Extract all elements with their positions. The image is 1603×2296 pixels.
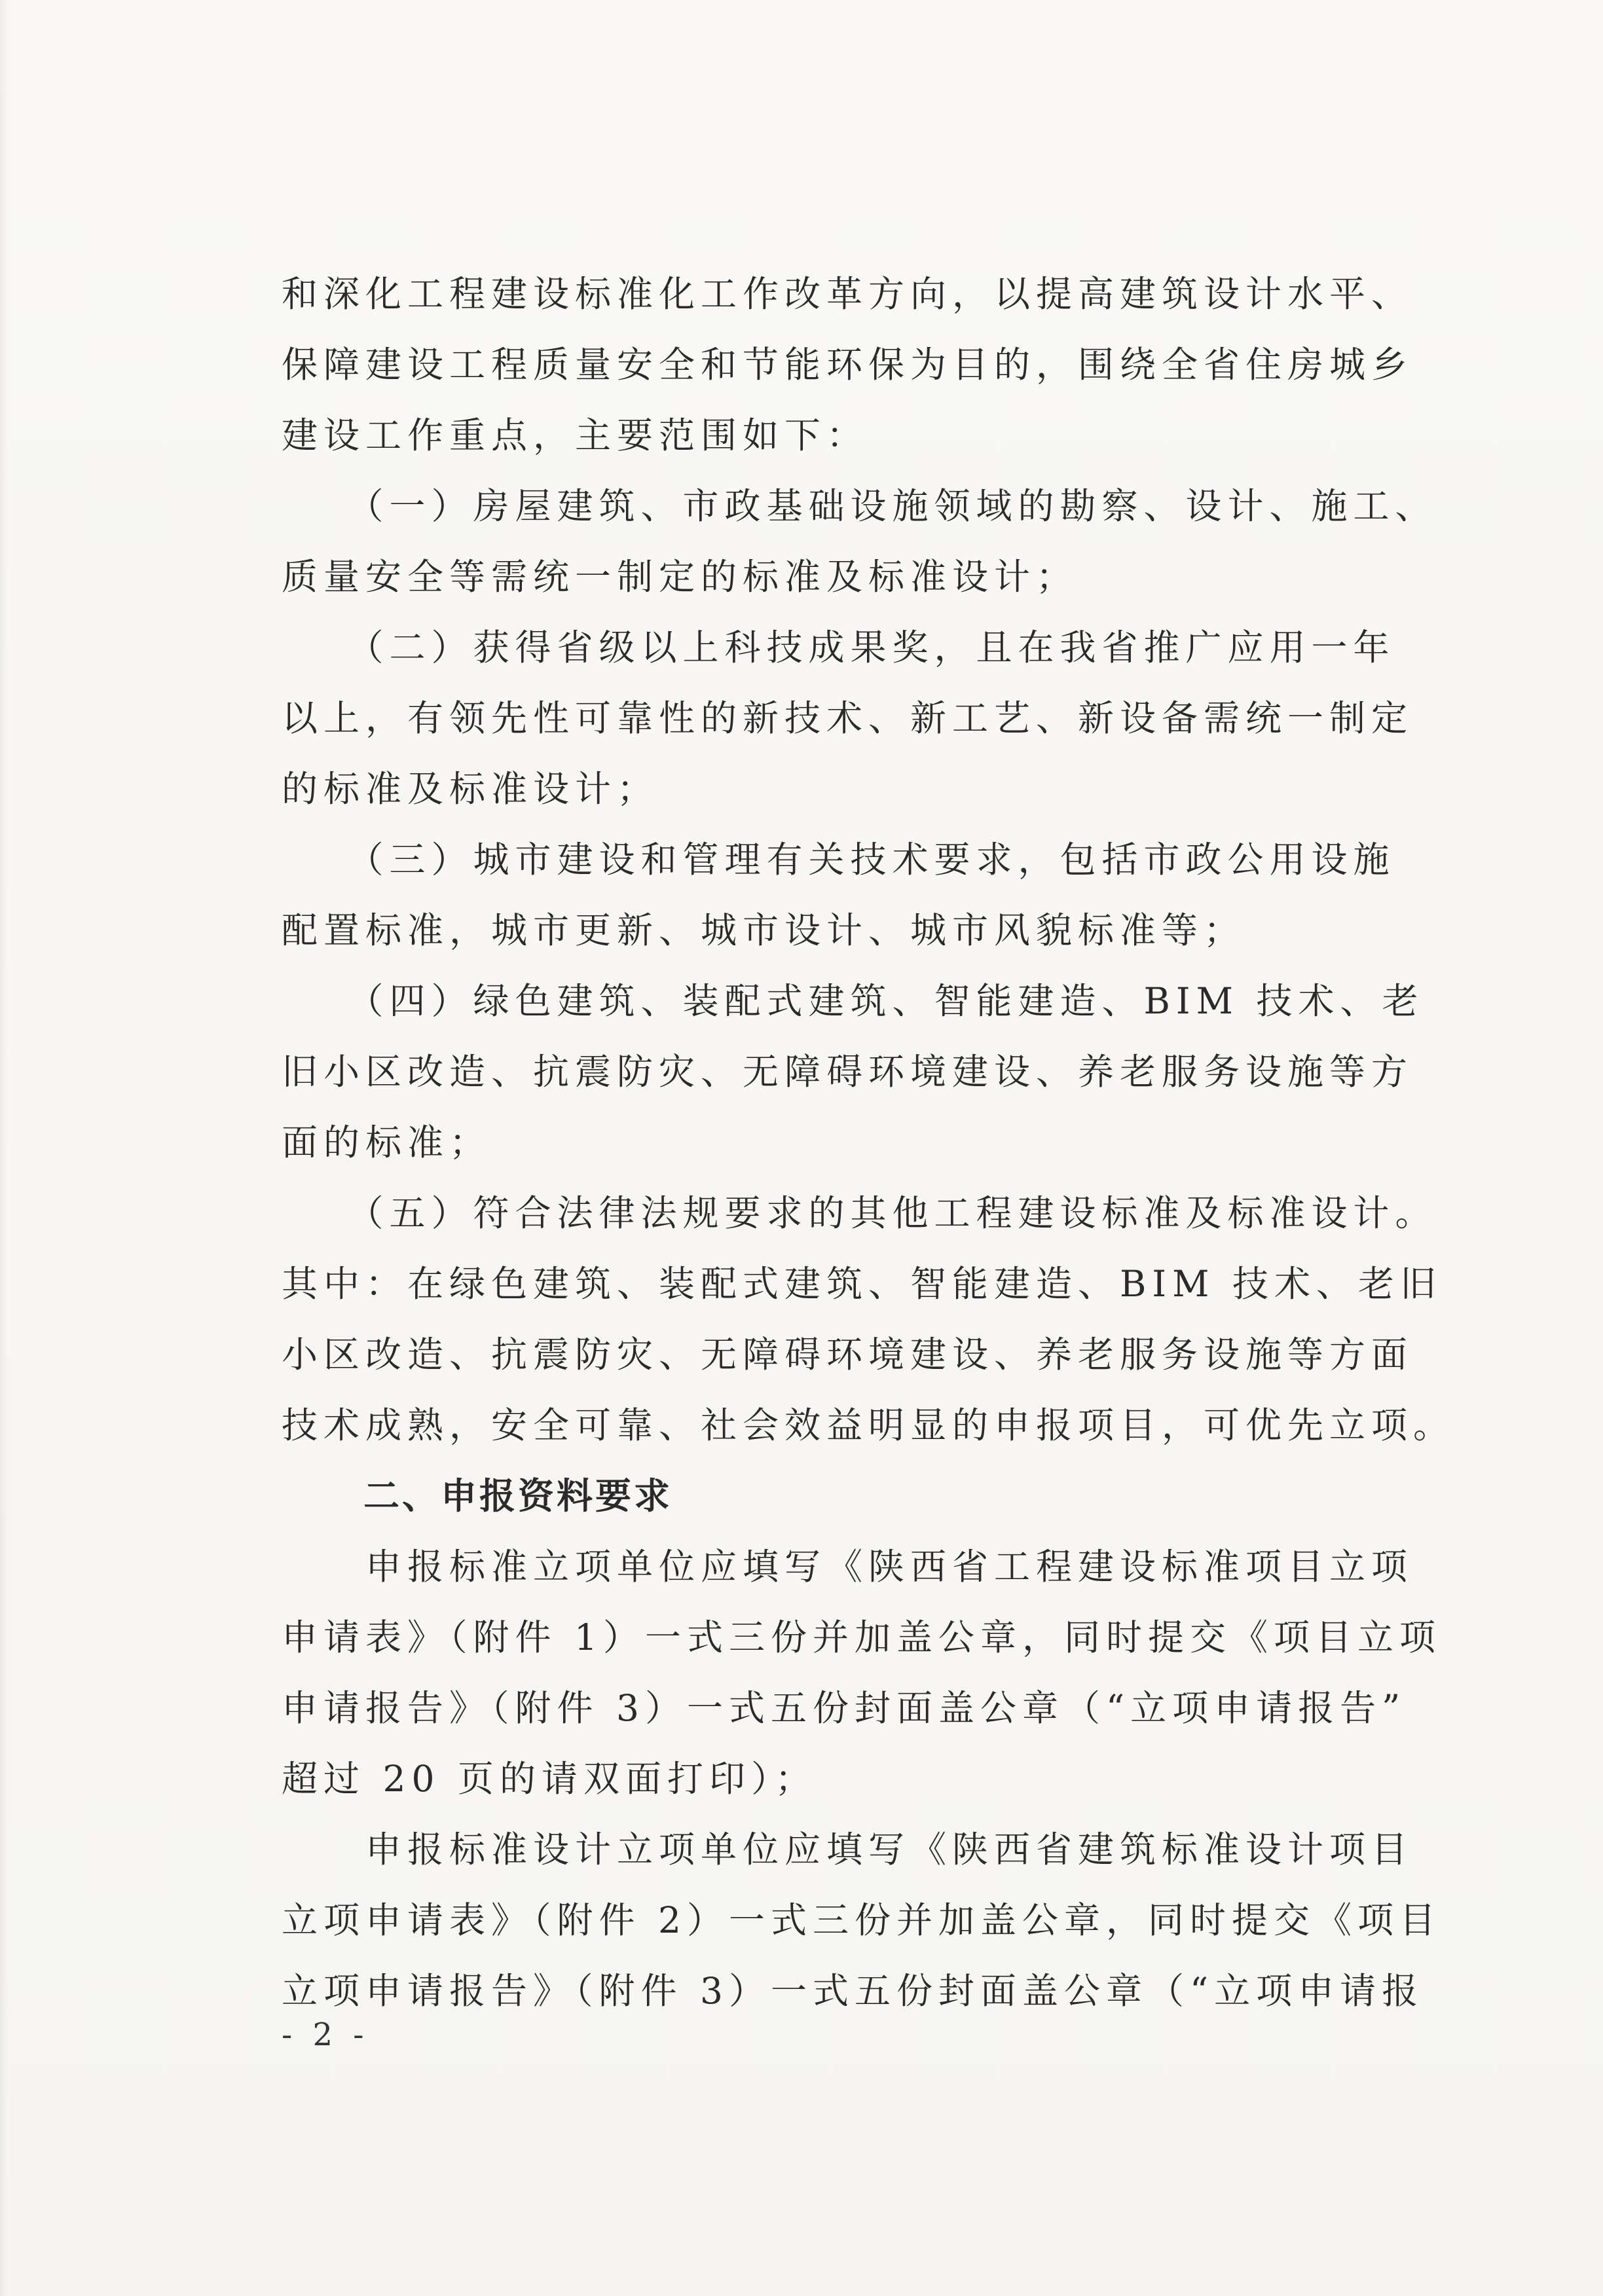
list-item-1: （一）房屋建筑、市政基础设施领域的勘察、设计、施工、	[282, 485, 1437, 527]
section-heading: 二、申报资料要求	[363, 1475, 673, 1517]
list-item-4: （四）绿色建筑、装配式建筑、智能建造、BIM 技术、老	[282, 980, 1424, 1022]
text-line: 面的标准；	[282, 1121, 492, 1163]
text-line: 旧小区改造、抗震防灾、无障碍环境建设、养老服务设施等方	[282, 1051, 1414, 1093]
list-item-2: （二）获得省级以上科技成果奖，且在我省推广应用一年	[282, 627, 1395, 668]
list-item-3: （三）城市建设和管理有关技术要求，包括市政公用设施	[282, 839, 1395, 881]
scan-edge-shadow	[0, 0, 8, 2296]
text-line: 技术成熟，安全可靠、社会效益明显的申报项目，可优先立项。	[282, 1404, 1456, 1446]
text-line: 立项申请报告》（附件 3）一式五份封面盖公章（“立项申请报	[282, 1970, 1424, 2012]
text-line: 申请报告》（附件 3）一式五份封面盖公章（“立项申请报告”	[282, 1687, 1407, 1729]
text-line: 其中：在绿色建筑、装配式建筑、智能建造、BIM 技术、老旧	[282, 1263, 1442, 1305]
page-number: - 2 -	[282, 2016, 369, 2053]
list-item-5: （五）符合法律法规要求的其他工程建设标准及标准设计。	[282, 1192, 1437, 1234]
text-line: 立项申请表》（附件 2）一式三份并加盖公章，同时提交《项目	[282, 1899, 1441, 1941]
text-line: 质量安全等需统一制定的标准及标准设计；	[282, 556, 1078, 598]
text-line: 超过 20 页的请双面打印）；	[282, 1758, 817, 1800]
text-line: 申请表》（附件 1）一式三份并加盖公章，同时提交《项目立项	[282, 1616, 1441, 1658]
text-line: 申报标准立项单位应填写《陕西省工程建设标准项目立项	[282, 1546, 1414, 1588]
text-line: 小区改造、抗震防灾、无障碍环境建设、养老服务设施等方面	[282, 1334, 1414, 1376]
text-line: 配置标准，城市更新、城市设计、城市风貌标准等；	[282, 909, 1246, 951]
body-text	[282, 259, 1456, 2026]
text-line: 和深化工程建设标准化工作改革方向，以提高建筑设计水平、	[282, 273, 1414, 315]
text-line: 的标准及标准设计；	[282, 768, 659, 810]
text-line: 以上，有领先性可靠性的新技术、新工艺、新设备需统一制定	[282, 697, 1414, 739]
text-line: 保障建设工程质量安全和节能环保为目的，围绕全省住房城乡	[282, 344, 1414, 386]
text-line: 申报标准设计立项单位应填写《陕西省建筑标准设计项目	[282, 1829, 1414, 1870]
text-line: 建设工作重点，主要范围如下：	[282, 414, 869, 456]
